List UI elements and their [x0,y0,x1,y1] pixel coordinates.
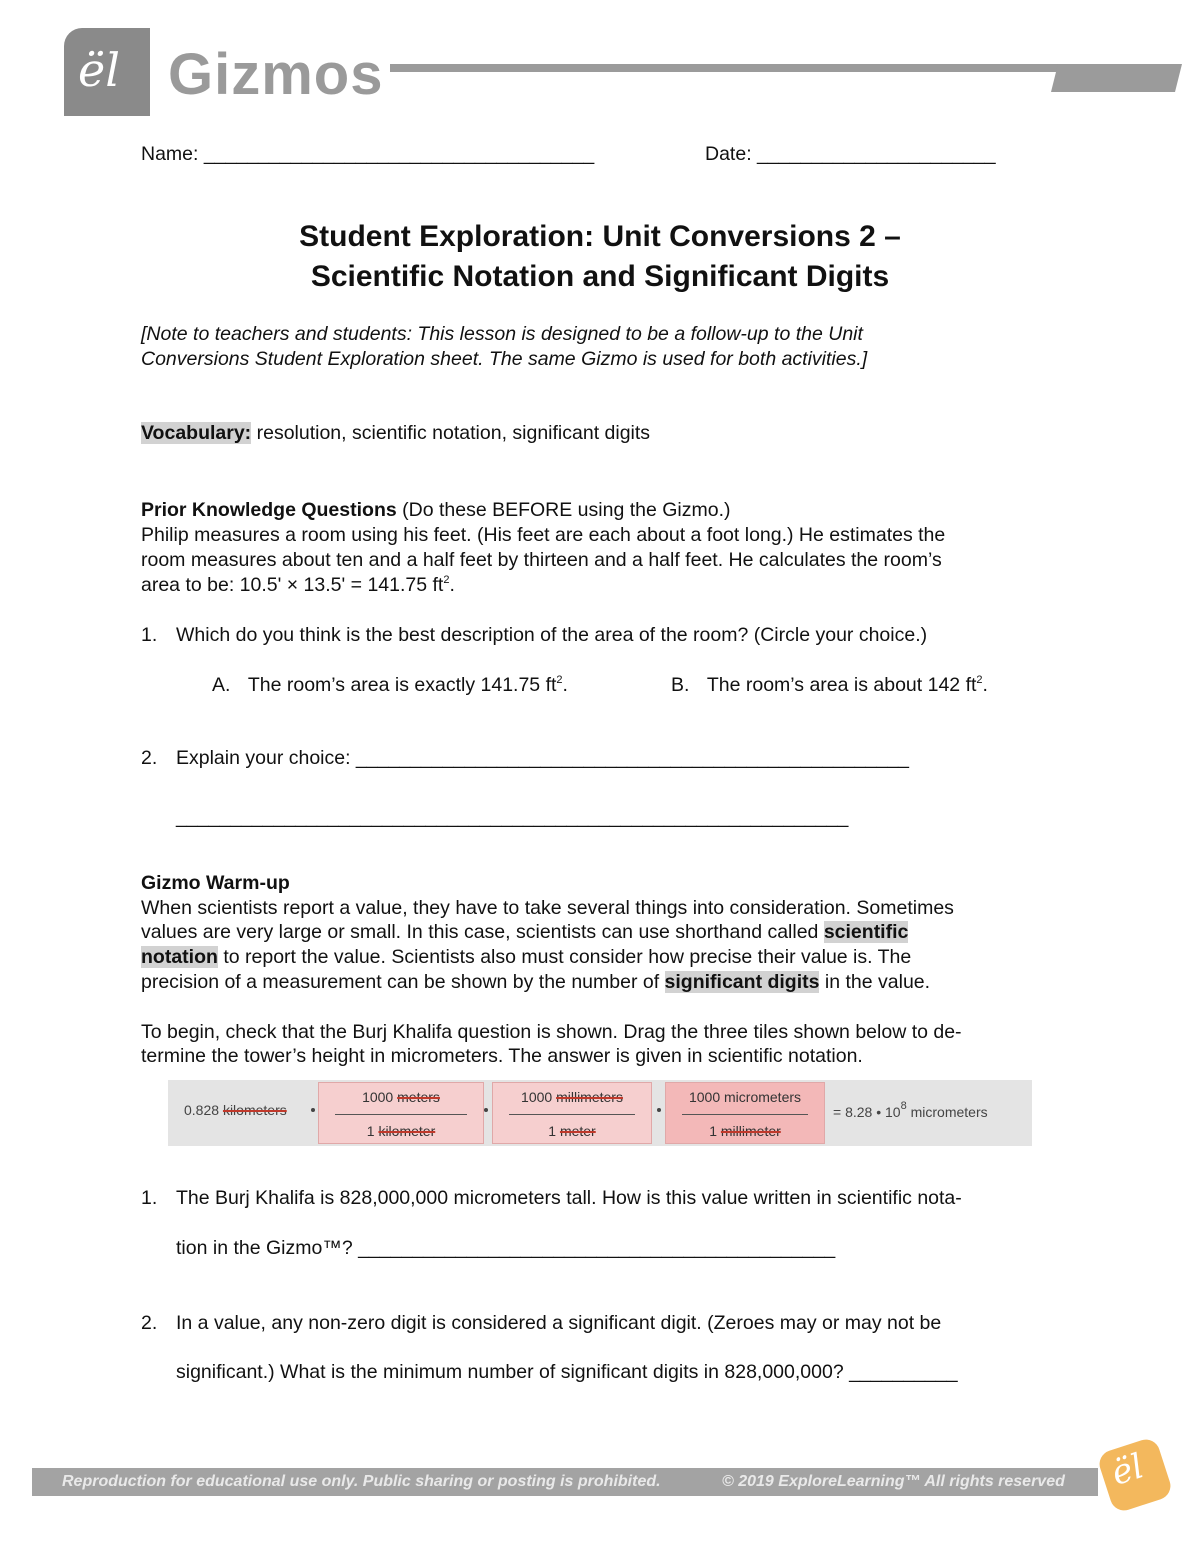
warmup-heading: Gizmo Warm-up [141,872,290,894]
warmup-p1-line4-text: precision of a measurement can be shown by the number of [141,971,665,993]
option-b-end: . [982,674,988,696]
warmup-q2-line2[interactable]: significant.) What is the minimum number of significant digits in 828,000,000? __________ [176,1361,958,1383]
warmup-q2-number: 2. [141,1312,158,1334]
logo-glyph: ël [78,43,120,97]
conversion-result [833,1100,988,1120]
tile-1-num-value: 1000 [362,1089,394,1105]
warmup-p1-line3 [141,945,911,970]
tile-1-num-unit: meters [397,1089,440,1105]
tile-2-numerator [493,1089,651,1105]
warmup-p2-line2: termine the tower’s height in micrometers. The answer is given in scientific notation. [141,1045,863,1067]
prior-line3-end: . [449,574,455,596]
note-line1: [Note to teachers and students: This lesson is designed to be a follow-up to the Unit [141,323,863,345]
option-a-sup: 2 [556,674,563,686]
option-b-label: B. [671,674,690,696]
option-a[interactable] [212,673,568,698]
gizmos-logo [64,28,150,116]
warmup-p1-line4 [141,970,930,995]
tile-1-den-unit: kilometer [378,1123,436,1139]
warmup-p1-line2-text: values are very large or small. In this case, scientists can use shorthand called [141,921,824,943]
vocabulary [141,421,650,446]
result-unit: micrometers [906,1104,988,1120]
footer-logo-glyph: ël [1106,1446,1149,1494]
date-field[interactable] [705,142,996,167]
start-value-unit: kilometers [222,1102,287,1118]
tile-2-num-value: 1000 [521,1089,553,1105]
start-value-number: 0.828 [184,1102,220,1118]
tile-3-num-unit: micrometers [724,1089,802,1105]
explorelearning-logo [1096,1436,1174,1514]
prior-heading-title: Prior Knowledge Questions [141,499,397,521]
prior-line3 [141,573,455,598]
footer-copyright: © 2019 ExploreLearning™ All rights reserved [722,1473,1065,1490]
prior-heading [141,498,731,523]
tile-2-den-unit: meter [559,1123,596,1139]
warmup-q1-number: 1. [141,1187,158,1209]
prior-line3-text: area to be: 10.5' × 13.5' = 141.75 ft [141,574,444,596]
conversion-tile-1[interactable] [318,1082,484,1144]
option-a-label: A. [212,674,231,696]
prior-q2-number: 2. [141,747,158,769]
warmup-p1-line1: When scientists report a value, they have to take several things into consideration. Sometimes [141,897,954,919]
multiply-dot-2 [484,1108,488,1112]
vocabulary-label: Vocabulary: [141,422,252,444]
tile-3-num-value: 1000 [688,1089,721,1105]
tile-2-denominator [493,1123,651,1139]
name-blank[interactable]: ____________________________________ [203,143,595,165]
footer-bar [32,1468,1098,1496]
term-significant-digits: significant digits [664,971,820,993]
vocabulary-terms: resolution, scientific notation, significant digits [251,422,651,444]
tile-1-numerator [319,1089,483,1105]
warmup-q1-line1: The Burj Khalifa is 828,000,000 micrometers tall. How is this value written in scientific nota- [176,1187,962,1209]
tile-3-den-unit: millimeter [720,1123,781,1139]
prior-heading-note: (Do these BEFORE using the Gizmo.) [396,499,731,521]
prior-line1: Philip measures a room using his feet. (His feet are each about a foot long.) He estimates the [141,524,946,546]
tile-1-den-value: 1 [366,1123,375,1139]
option-a-text: The room’s area is exactly 141.75 ft [247,674,557,696]
name-label: Name: [141,143,199,165]
page-title-line2: Scientific Notation and Significant Digits [310,260,890,293]
date-blank[interactable]: ______________________ [757,143,996,165]
note-line2: Conversions Student Exploration sheet. The same Gizmo is used for both activities.] [141,348,868,370]
name-field[interactable] [141,142,594,167]
warmup-p1-line3-text: to report the value. Scientists also must consider how precise their value is. The [217,946,912,968]
warmup-p2-line1: To begin, check that the Burj Khalifa question is shown. Drag the three tiles shown below to de- [141,1021,962,1043]
start-value [184,1102,287,1118]
tile-2-num-unit: millimeters [556,1089,623,1105]
header-rule [390,64,1058,72]
tile-3-numerator [666,1089,824,1105]
header-tab [1051,64,1182,92]
prior-q2-answer-line[interactable]: ______________________________________________________________ [176,806,849,828]
option-a-end: . [562,674,568,696]
conversion-tiles-figure [168,1080,1032,1146]
multiply-dot-1 [311,1108,315,1112]
tile-3-den-value: 1 [709,1123,717,1139]
footer-reproduction-notice: Reproduction for educational use only. Public sharing or posting is prohibited. [62,1473,661,1490]
warmup-q2-line1: In a value, any non-zero digit is considered a significant digit. (Zeroes may or may not be [176,1312,942,1334]
option-b-sup: 2 [976,674,983,686]
tile-1-denominator [319,1123,483,1139]
tile-3-denominator [666,1123,824,1139]
prior-q1-number: 1. [141,624,158,646]
tile-3-fraction-bar [682,1114,808,1115]
tile-2-den-value: 1 [548,1123,557,1139]
tile-2-fraction-bar [509,1114,635,1115]
brand-name: Gizmos [168,42,384,107]
date-label: Date: [705,143,752,165]
prior-line3-sup: 2 [443,574,450,586]
conversion-tile-2[interactable] [492,1082,652,1144]
warmup-q1-line2[interactable]: tion in the Gizmo™? ____________________________________________ [176,1237,836,1259]
result-exponent: 8 [900,1100,907,1112]
prior-q1-text: Which do you think is the best description of the area of the room? (Circle your choice.) [176,624,928,646]
prior-line2: room measures about ten and a half feet by thirteen and a half feet. He calculates the room’s [141,549,942,571]
multiply-dot-3 [657,1108,661,1112]
option-b-text: The room’s area is about 142 ft [706,674,977,696]
warmup-p1-line2 [141,920,908,945]
term-notation: notation [141,946,218,968]
page-title-line1: Student Exploration: Unit Conversions 2 – [299,220,901,253]
option-b[interactable] [671,673,988,698]
prior-q2-text[interactable]: Explain your choice: ___________________________________________________ [176,747,910,769]
result-prefix: = 8.28 • 10 [833,1104,901,1120]
tile-1-fraction-bar [335,1114,466,1115]
term-scientific: scientific [823,921,909,943]
conversion-tile-3[interactable] [665,1082,825,1144]
warmup-p1-line4-end: in the value. [819,971,931,993]
